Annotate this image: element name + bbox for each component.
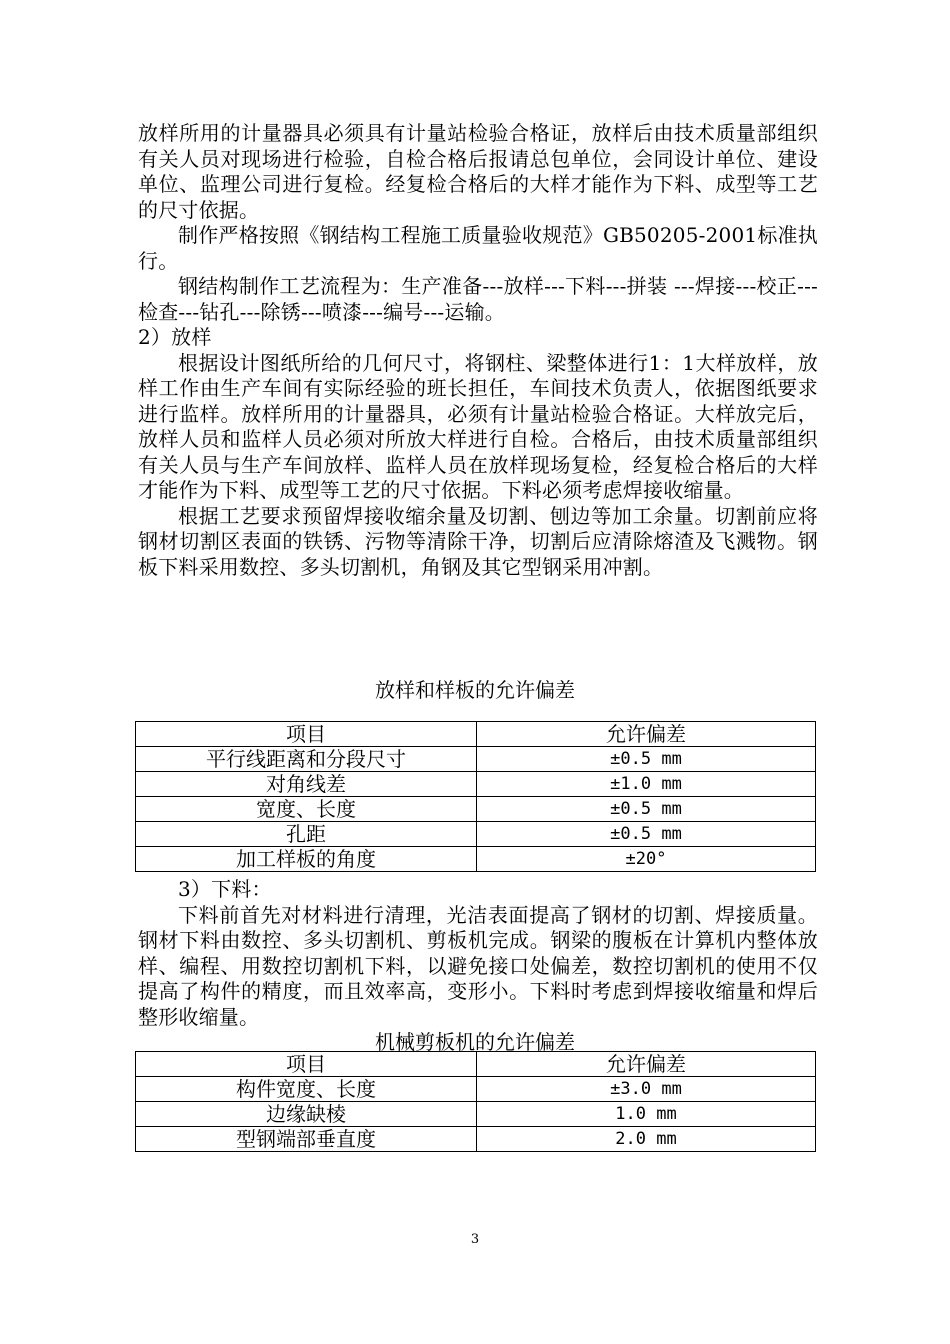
- table-cell-item: 构件宽度、长度: [136, 1077, 477, 1102]
- page-number: 3: [470, 1232, 480, 1247]
- table-cell-tolerance: ±0.5 mm: [477, 797, 816, 822]
- header-cell-item: 项目: [136, 1052, 477, 1077]
- table-cell-item: 型钢端部垂直度: [136, 1127, 477, 1152]
- table-cell-tolerance: 1.0 mm: [477, 1102, 816, 1127]
- table-cell-tolerance: ±0.5 mm: [477, 822, 816, 847]
- intro-paragraph-1: 放样所用的计量器具必须具有计量站检验合格证，放样后由技术质量部组织有关人员对现场进行检验，自检合格后报请总包单位，会同设计单位、建设单位、监理公司进行复检。经复检合格后的大样才能作为下料、成型等工艺的尺寸依据。: [138, 121, 818, 222]
- table-cell-tolerance: ±3.0 mm: [477, 1077, 816, 1102]
- table-row: [136, 1102, 816, 1127]
- section-heading-xialiao: 3）下料：: [178, 877, 272, 901]
- table-cell-tolerance: ±0.5 mm: [477, 747, 816, 772]
- table-cell-item: 边缘缺棱: [136, 1102, 477, 1127]
- table-row: [136, 1127, 816, 1152]
- intro-paragraph-2: 制作严格按照《钢结构工程施工质量验收规范》GB50205-2001标准执行。: [138, 223, 818, 273]
- table2-tolerance: [135, 1051, 816, 1152]
- table2-caption: 机械剪板机的允许偏差: [375, 1030, 575, 1054]
- table-cell-tolerance: 2.0 mm: [477, 1127, 816, 1152]
- table-cell-item: 加工样板的角度: [136, 847, 477, 872]
- xialiao-paragraph-1: 下料前首先对材料进行清理，光洁表面提高了钢材的切割、焊接质量。钢材下料由数控、多头切割机、剪板机完成。钢梁的腹板在计算机内整体放样、编程、用数控切割机下料，以避免接口处偏差，数控切割机的使用不仅提高了构件的精度，而且效率高，变形小。下料时考虑到焊接收缩量和焊后整形收缩量。: [138, 902, 818, 1029]
- table-header-row: [136, 1052, 816, 1077]
- table1-caption: 放样和样板的允许偏差: [375, 678, 575, 702]
- table-cell-item: 对角线差: [136, 772, 477, 797]
- table-cell-item: 孔距: [136, 822, 477, 847]
- table-header-row: [136, 722, 816, 747]
- section-heading-fangyang: 2）放样: [138, 325, 212, 349]
- header-cell-tolerance: 允许偏差: [477, 1052, 816, 1077]
- table-cell-tolerance: ±20°: [477, 847, 816, 872]
- header-cell-item: 项目: [136, 722, 477, 747]
- table-row: [136, 797, 816, 822]
- intro-paragraph-3: 钢结构制作工艺流程为：生产准备---放样---下料---拼装 ---焊接---校正---检查---钻孔---除锈---喷漆---编号---运输。: [138, 274, 818, 324]
- table1-tolerance: [135, 721, 816, 872]
- header-cell-tolerance: 允许偏差: [477, 722, 816, 747]
- table-cell-item: 宽度、长度: [136, 797, 477, 822]
- table-row: [136, 772, 816, 797]
- table-cell-tolerance: ±1.0 mm: [477, 772, 816, 797]
- table-row: [136, 847, 816, 872]
- table-row: [136, 747, 816, 772]
- table-row: [136, 822, 816, 847]
- table-cell-item: 平行线距离和分段尺寸: [136, 747, 477, 772]
- table-row: [136, 1077, 816, 1102]
- fangyang-paragraph-1: 根据设计图纸所给的几何尺寸，将钢柱、梁整体进行1：1大样放样，放样工作由生产车间有实际经验的班长担任，车间技术负责人，依据图纸要求进行监样。放样所用的计量器具，必须有计量站检验合格证。大样放完后，放样人员和监样人员必须对所放大样进行自检。合格后，由技术质量部组织有关人员与生产车间放样、监样人员在放样现场复检，经复检合格后的大样才能作为下料、成型等工艺的尺寸依据。下料必须考虑焊接收缩量。: [138, 350, 818, 502]
- intro-text-block: [138, 121, 818, 580]
- fangyang-paragraph-2: 根据工艺要求预留焊接收缩余量及切割、刨边等加工余量。切割前应将钢材切割区表面的铁锈、污物等清除干净，切割后应清除熔渣及飞溅物。钢板下料采用数控、多头切割机，角钢及其它型钢采用冲割。: [138, 503, 818, 579]
- xialiao-text-block: [138, 877, 818, 1030]
